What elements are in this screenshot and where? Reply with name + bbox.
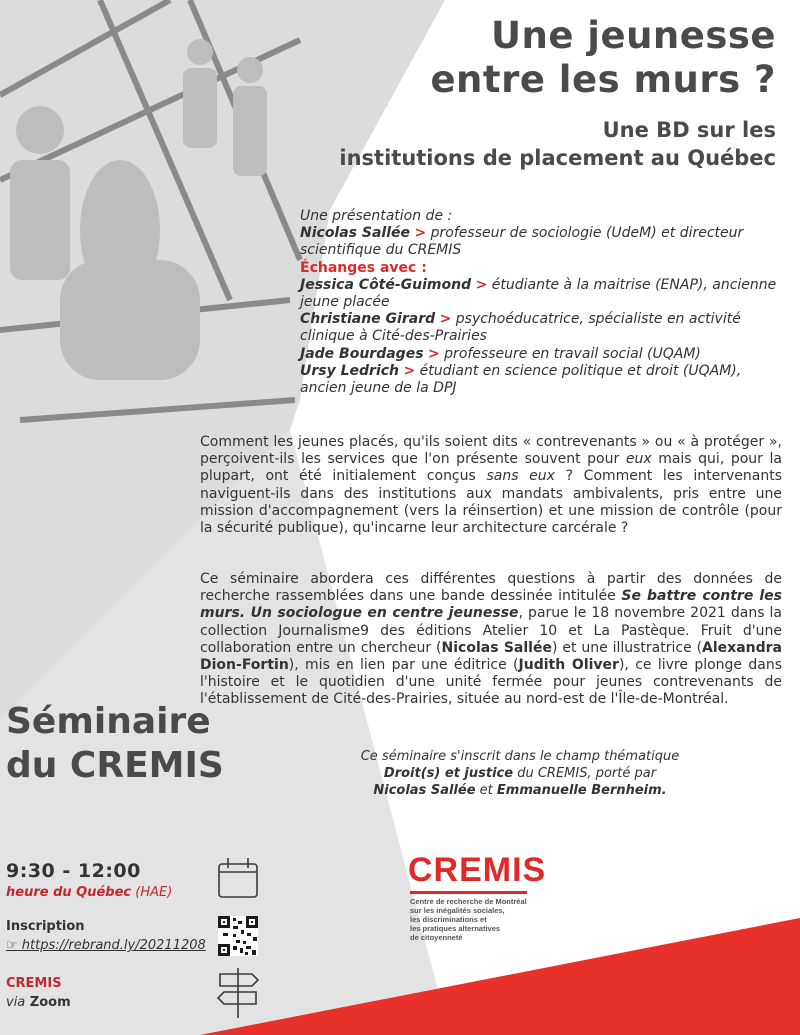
- seminar-heading: Séminaire du CREMIS: [6, 701, 224, 786]
- qr-code-icon: [218, 916, 258, 956]
- thematic-note: Ce séminaire s'inscrit dans le champ thématique Droit(s) et justice du CREMIS, porté par Nicolas Sallée et Emmanuelle Bernheim.: [360, 749, 680, 798]
- panelist-2: Christiane Girard > psychoéducatrice, spécialiste en activité clinique à Cité-des-Prairies: [300, 311, 741, 345]
- pointing-hand-icon: ☞: [6, 938, 22, 953]
- event-timezone: heure du Québec (HAE): [6, 885, 173, 900]
- inscription-label: Inscription: [6, 919, 85, 934]
- platform-label: via Zoom: [6, 995, 71, 1010]
- organizer-label: CREMIS: [6, 976, 62, 991]
- description-paragraph-1: Comment les jeunes placés, qu'ils soient dits « contrevenants » ou « à protéger », perçoivent-ils les services que l'on présente souvent pour eux mais qui, pour la plupart, ont été initialement conçus sans eux ? Comment les intervenants naviguent-ils dans des institutions aux mandats ambivalents, pris entre une mission d'accompagnement (vers la réinsertion) et une mission de contrôle (pour la sécurité publique), qu'incarne leur architecture carcérale ?: [200, 434, 783, 537]
- presenters-block: [300, 208, 780, 397]
- arrow-icon: >: [439, 311, 452, 328]
- inscription-link[interactable]: ☞ https://rebrand.ly/20211208: [6, 938, 206, 953]
- exchanges-label: Échanges avec :: [300, 259, 427, 276]
- panelist-3: Jade Bourdages > professeure en travail social (UQAM): [300, 345, 701, 362]
- arrow-icon: >: [414, 225, 427, 242]
- panelist-1: Jessica Côté-Guimond > étudiante à la maitrise (ENAP), ancienne jeune placée: [300, 276, 777, 311]
- arrow-icon: >: [427, 345, 440, 362]
- arrow-icon: >: [475, 276, 488, 293]
- description-paragraph-2: Ce séminaire abordera ces différentes questions à partir des données de recherche rassemblées dans une bande dessinée intitulée Se battre contre les murs. Un sociologue en centre jeunesse, parue le 18 novembre 2021 dans la collection Journalisme9 des éditions Atelier 10 et La Pastèque. Fruit d'une collaboration entre un chercheur (Nicolas Sallée) et une illustratrice (Alexandra Dion-Fortin), mis en lien par une éditrice (Judith Oliver), ce livre plonge dans l'histoire et le quotidien d'une unité fermée pour jeunes contrevenants de l'établissement de Cité-des-Prairies, située au nord-est de l'Île-de-Montréal.: [200, 571, 783, 708]
- presenters-intro: Une présentation de :: [300, 208, 453, 224]
- logo-description: Centre de recherche de Montréal sur les inégalités sociales, les discriminations et les pratiques alternatives de citoyenneté: [410, 897, 527, 942]
- page-subtitle: Une BD sur les institutions de placement au Québec: [339, 118, 776, 170]
- page-title: Une jeunesse entre les murs ?: [430, 14, 776, 101]
- event-time: 9:30 - 12:00: [6, 860, 141, 882]
- main-presenter: Nicolas Sallée > professeur de sociologie (UdeM) et directeur scientifique du CREMIS: [300, 225, 744, 259]
- logo-underline: [410, 891, 527, 894]
- cremis-logo: CREMIS: [408, 851, 547, 889]
- arrow-icon: >: [403, 362, 416, 379]
- panelist-4: Ursy Ledrich > étudiant en science politique et droit (UQAM), ancien jeune de la DPJ: [300, 362, 742, 397]
